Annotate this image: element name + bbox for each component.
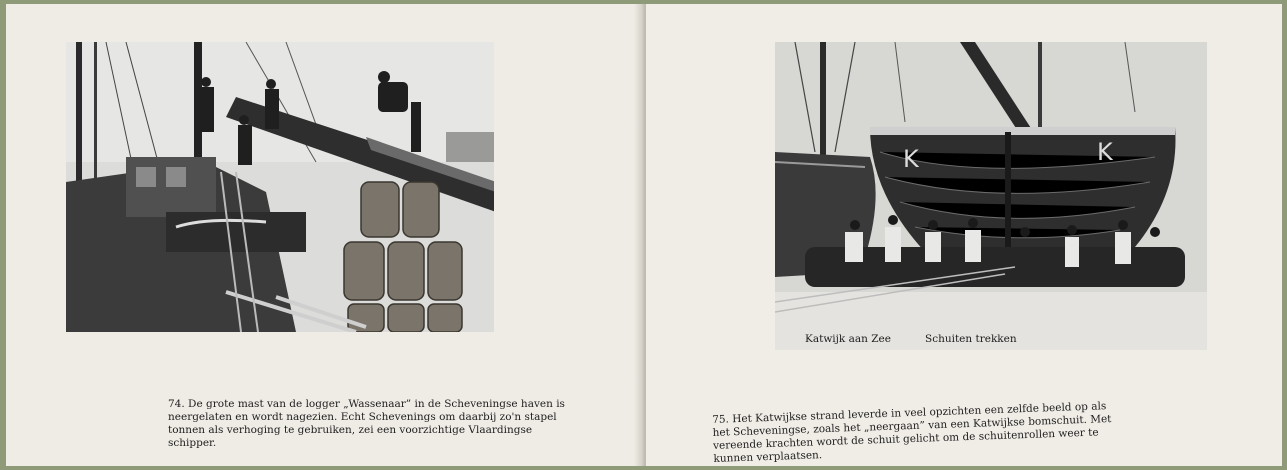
caption-74: 74. De grote mast van de logger „Wassenaar” in de Scheveningse haven is neergelaten en wordt nagezien. Echt Schevenings om daarbij zo'n stapel tonnen als verhoging te gebruiken, zei een voorzichtige Vlaardingse schipper. (168, 398, 565, 449)
caption-75: 75. Het Katwijkse strand leverde in veel opzichten een zelfde beeld op als het Scheveningse, zoals het „neergaan” van een Katwijkse bomschuit. Met vereende krachten wordt de schuit gelicht om de schuitenrollen weer te kunnen verplaatsen. (712, 400, 1112, 465)
photo-label-right: Schuiten trekken (925, 333, 1017, 345)
beach-boat-photo (775, 42, 1207, 350)
harbor-logger-photo (66, 42, 494, 332)
svg-text:K: K (903, 145, 919, 173)
book-spread (6, 4, 1282, 466)
left-page (6, 4, 642, 466)
photo-label-left: Katwijk aan Zee (805, 333, 891, 345)
svg-text:K: K (1097, 138, 1113, 166)
